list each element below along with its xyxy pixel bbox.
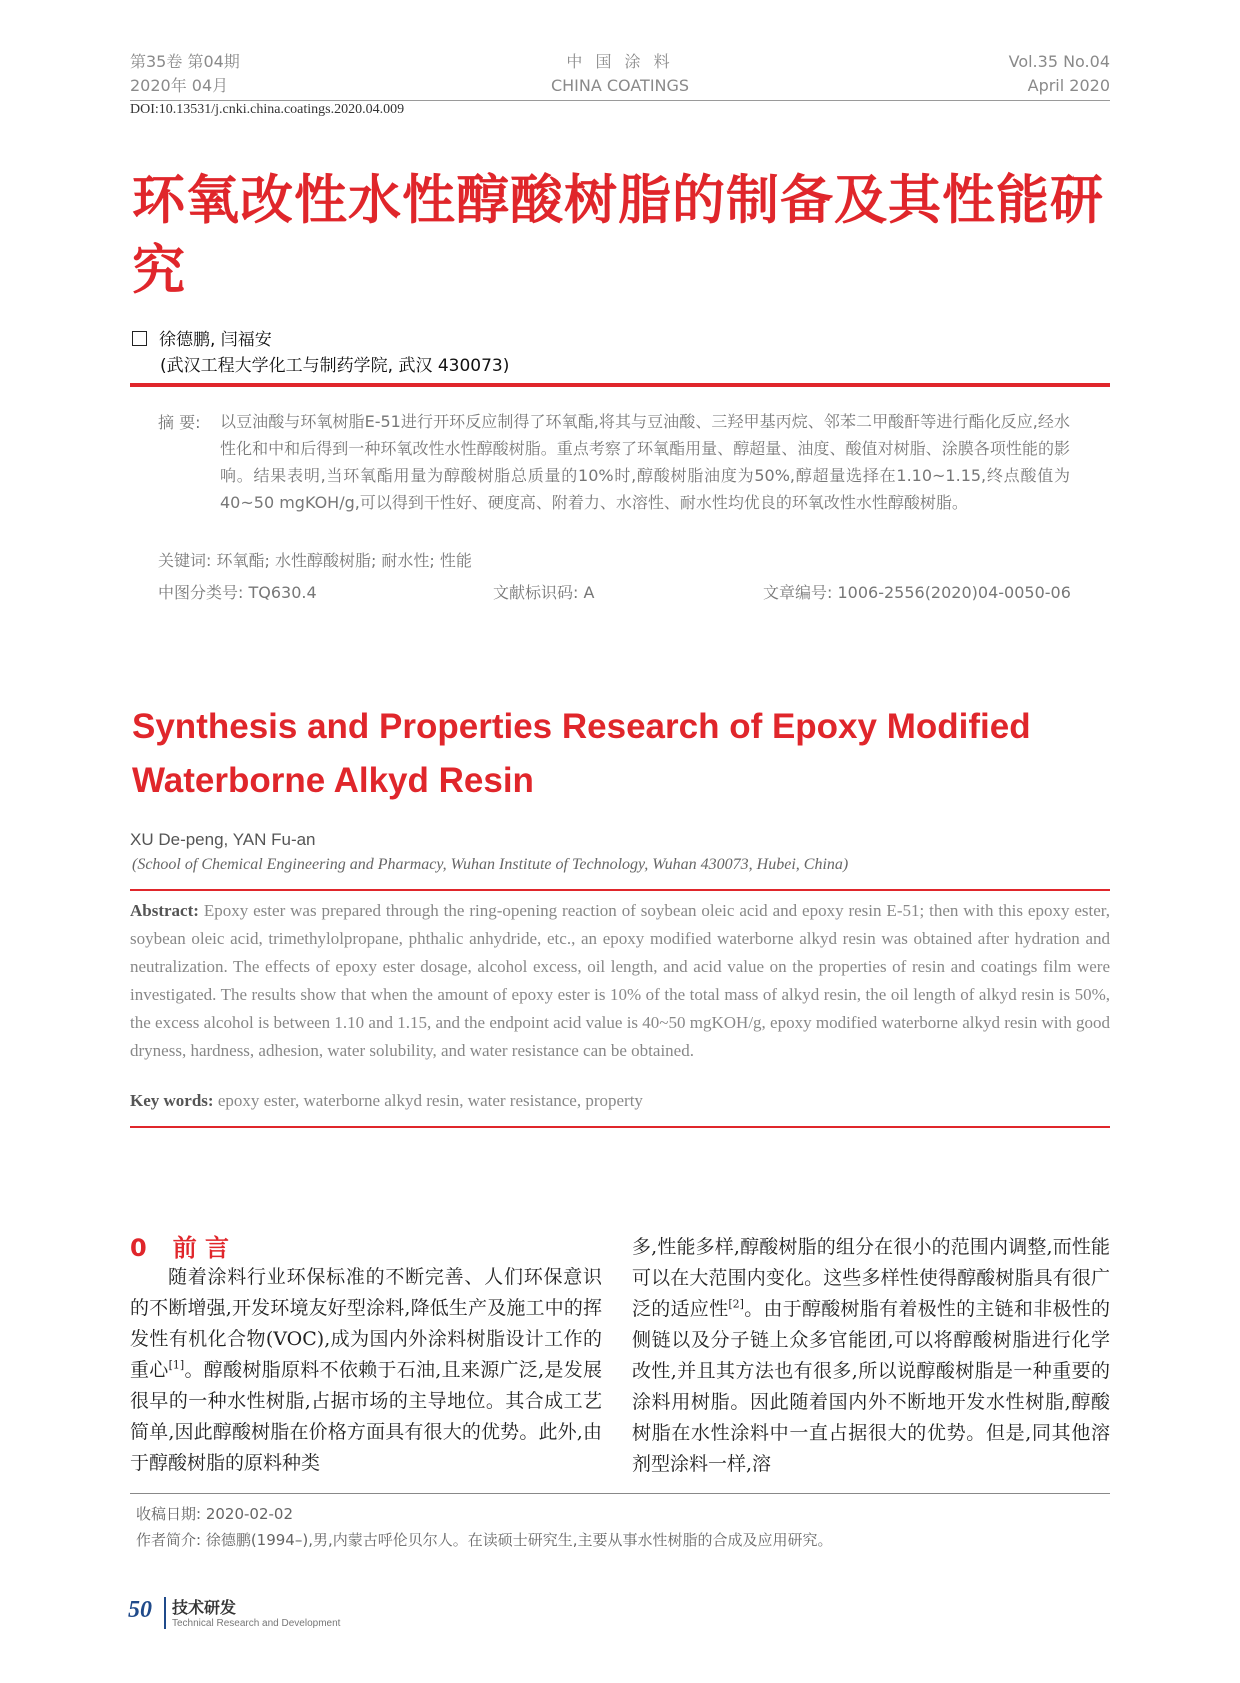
citation-1: [1]	[168, 1358, 185, 1372]
article-number: 文章编号: 1006-2556(2020)04-0050-06	[763, 583, 1071, 602]
journal-name-en: CHINA COATINGS	[550, 76, 690, 95]
keywords-en-label: Key words:	[130, 1091, 214, 1110]
affiliation-en: (School of Chemical Engineering and Pharmacy, Wuhan Institute of Technology, Wuhan 430073, Hubei, China)	[132, 856, 849, 873]
citation-2: [2]	[728, 1297, 744, 1311]
abstract-en-text: Epoxy ester was prepared through the ring-opening reaction of soybean oleic acid and epoxy resin E-51; then with this epoxy ester, soybean oleic acid, trimethylolpropane, phthalic anhydride, etc., an epoxy modified waterborne alkyd resin was obtained after hydration and neutralization. The effects of epoxy ester dosage, alcohol excess, oil length, and acid value on the properties of resin and coatings film were investigated. The results show that when the amount of epoxy ester is 10% of the total mass of alkyd resin, the oil length of alkyd resin is 50%, the excess alcohol is between 1.10 and 1.15, and the endpoint acid value is 40~50 mgKOH/g, epoxy modified waterborne alkyd resin with good dryness, hardness, adhesion, water solubility, and water resistance can be obtained.	[130, 901, 1111, 1060]
author-bio: 作者简介: 徐德鹏(1994–),男,内蒙古呼伦贝尔人。在读硕士研究生,主要从事水性树脂的合成及应用研究。	[136, 1531, 833, 1549]
doi: DOI:10.13531/j.cnki.china.coatings.2020.04.009	[130, 102, 405, 117]
affiliation-cn: (武汉工程大学化工与制药学院, 武汉 430073)	[160, 356, 510, 376]
abstract-en-label: Abstract:	[130, 901, 199, 920]
header-left	[130, 50, 240, 98]
authors-en: XU De-peng, YAN Fu-an	[130, 830, 316, 849]
clc-number: 中图分类号: TQ630.4	[158, 583, 317, 602]
authors-cn	[132, 328, 272, 352]
red-divider-thick	[130, 383, 1110, 387]
authors-cn-text: 徐德鹏, 闫福安	[159, 330, 272, 350]
date-en: April 2020	[1027, 76, 1110, 95]
square-bullet-icon	[132, 331, 147, 346]
footer-section-en: Technical Research and Development	[172, 1618, 341, 1629]
page-number: 50	[128, 1597, 152, 1623]
title-en: Synthesis and Properties Research of Epoxy Modified Waterborne Alkyd Resin	[132, 707, 1031, 800]
body-column-right	[632, 1232, 1110, 1480]
body-right-p2: 。由于醇酸树脂有着极性的主链和非极性的侧链以及分子链上众多官能团,可以将醇酸树脂进行化学改性,并且其方法也有很多,所以说醇酸树脂是一种重要的涂料用树脂。因此随着国内外不断地开发水性树脂,醇酸树脂在水性涂料中一直占据很大的优势。但是,同其他溶剂型涂料一样,溶	[632, 1298, 1110, 1475]
abstract-cn: 以豆油酸与环氧树脂E-51进行开环反应制得了环氧酯,将其与豆油酸、三羟甲基丙烷、邻苯二甲酸酐等进行酯化反应,经水性化和中和后得到一种环氧改性水性醇酸树脂。重点考察了环氧酯用量、醇超量、油度、酸值对树脂、涂膜各项性能的影响。结果表明,当环氧酯用量为醇酸树脂总质量的10%时,醇酸树脂油度为50%,醇超量选择在1.10~1.15,终点酸值为40~50 mgKOH/g,可以得到干性好、硬度高、附着力、水溶性、耐水性均优良的环氧改性水性醇酸树脂。	[220, 412, 1070, 512]
volume-en: Vol.35 No.04	[1008, 52, 1110, 71]
section-title: 前 言	[172, 1234, 230, 1262]
keywords-en-text: epoxy ester, waterborne alkyd resin, water resistance, property	[217, 1091, 643, 1110]
section-number: 0	[130, 1234, 147, 1262]
volume-cn: 第35卷 第04期	[130, 52, 240, 71]
red-divider-2	[130, 1126, 1110, 1128]
title-cn: 环氧改性水性醇酸树脂的制备及其性能研究	[132, 170, 1104, 301]
body-right-p1: 多,性能多样,醇酸树脂的组分在很小的范围内调整,而性能可以在大范围内变化。这些多样性使得醇酸树脂具有很广泛的适应性	[632, 1236, 1110, 1320]
journal-name-cn: 中 国 涂 料	[566, 52, 674, 71]
section-heading	[130, 1228, 255, 1263]
header-divider	[130, 100, 1110, 101]
keywords-en	[130, 1091, 643, 1111]
abstract-en	[130, 897, 1110, 1065]
footer-bar	[164, 1597, 166, 1629]
red-divider-1	[130, 889, 1110, 891]
footer-section-cn: 技术研发	[172, 1598, 237, 1617]
header-center	[470, 50, 770, 98]
abstract-cn-label: 摘 要:	[158, 413, 201, 432]
header-right	[1009, 50, 1110, 98]
footnote-divider	[130, 1493, 1110, 1494]
body-left-p2: 。醇酸树脂原料不依赖于石油,且来源广泛,是发展很早的一种水性树脂,占据市场的主导地位。其合成工艺简单,因此醇酸树脂在价格方面具有很大的优势。此外,由于醇酸树脂的原料种类	[130, 1359, 602, 1474]
received-date: 收稿日期: 2020-02-02	[136, 1505, 293, 1523]
body-column-left	[130, 1262, 602, 1479]
date-cn: 2020年 04月	[130, 76, 229, 95]
document-code: 文献标识码: A	[493, 583, 595, 602]
keywords-cn: 关键词: 环氧酯; 水性醇酸树脂; 耐水性; 性能	[158, 551, 472, 570]
body-left-p1: 随着涂料行业环保标准的不断完善、人们环保意识的不断增强,开发环境友好型涂料,降低生产及施工中的挥发性有机化合物(VOC),成为国内外涂料树脂设计工作的重心	[130, 1266, 602, 1381]
